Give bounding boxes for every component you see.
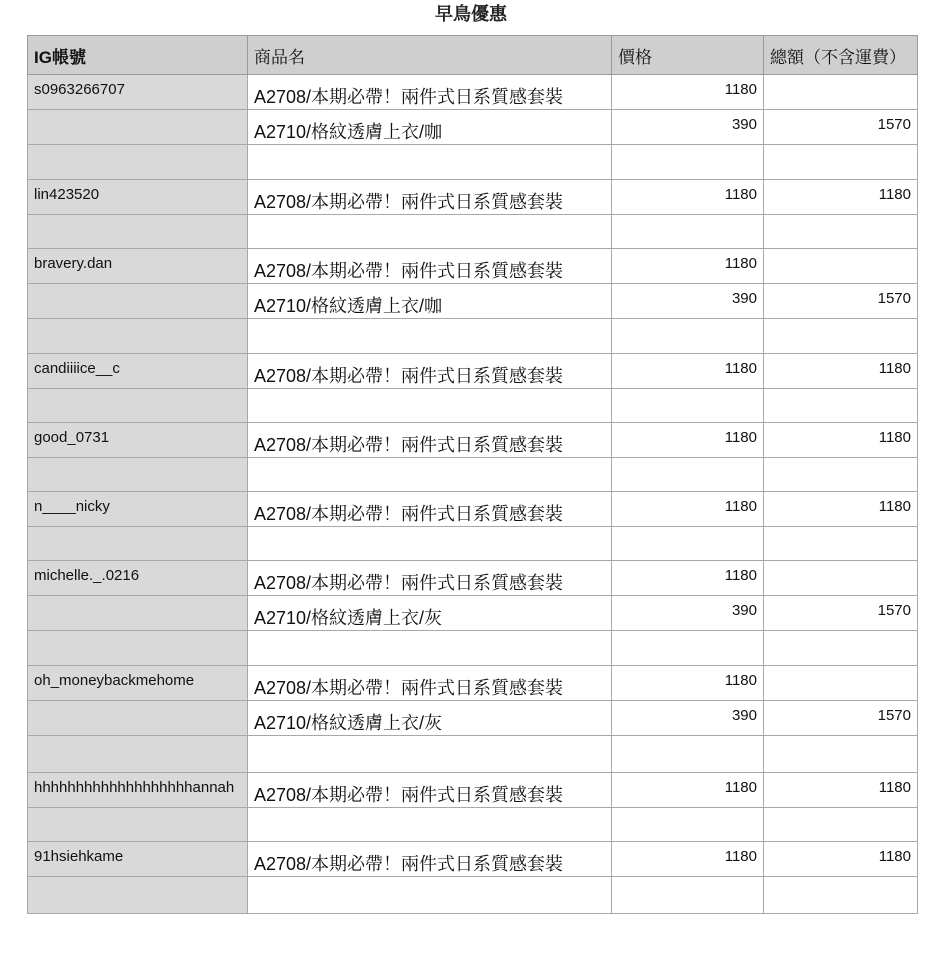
cell-price[interactable]: 1180 bbox=[612, 773, 764, 808]
table-row bbox=[28, 773, 918, 808]
cell-total[interactable]: 1180 bbox=[764, 492, 918, 527]
cell-ig-account[interactable] bbox=[28, 631, 248, 666]
cell-product-name[interactable] bbox=[248, 736, 612, 773]
cell-ig-account[interactable] bbox=[28, 701, 248, 736]
cell-price[interactable] bbox=[612, 458, 764, 492]
cell-total[interactable]: 1180 bbox=[764, 773, 918, 808]
cell-product-name[interactable] bbox=[248, 389, 612, 423]
cell-ig-account[interactable]: s0963266707 bbox=[28, 75, 248, 110]
cell-ig-account[interactable] bbox=[28, 596, 248, 631]
cell-price[interactable] bbox=[612, 736, 764, 773]
cell-price[interactable]: 1180 bbox=[612, 666, 764, 701]
cell-total[interactable] bbox=[764, 631, 918, 666]
cell-ig-account[interactable] bbox=[28, 389, 248, 423]
cell-price[interactable] bbox=[612, 319, 764, 354]
cell-price[interactable] bbox=[612, 145, 764, 180]
blank-row bbox=[28, 145, 918, 180]
cell-ig-account[interactable]: lin423520 bbox=[28, 180, 248, 215]
cell-product-name[interactable]: A2708/本期必帶！兩件式日系質感套裝 bbox=[248, 180, 612, 215]
table-row bbox=[28, 842, 918, 877]
cell-ig-account[interactable]: candiiiice__c bbox=[28, 354, 248, 389]
cell-total[interactable] bbox=[764, 666, 918, 701]
blank-row bbox=[28, 736, 918, 773]
cell-price[interactable] bbox=[612, 389, 764, 423]
table-row bbox=[28, 354, 918, 389]
table-row bbox=[28, 492, 918, 527]
cell-total[interactable] bbox=[764, 389, 918, 423]
cell-price[interactable]: 1180 bbox=[612, 842, 764, 877]
cell-price[interactable]: 1180 bbox=[612, 75, 764, 110]
cell-product-name[interactable] bbox=[248, 458, 612, 492]
cell-product-name[interactable]: A2708/本期必帶！兩件式日系質感套裝 bbox=[248, 75, 612, 110]
cell-total[interactable] bbox=[764, 145, 918, 180]
sheet-title: 早鳥優惠 bbox=[435, 4, 507, 24]
cell-total[interactable]: 1180 bbox=[764, 354, 918, 389]
cell-ig-account[interactable]: good_0731 bbox=[28, 423, 248, 458]
blank-row bbox=[28, 631, 918, 666]
orders-table bbox=[27, 35, 918, 914]
cell-product-name[interactable]: A2710/格紋透膚上衣/咖 bbox=[248, 284, 612, 319]
header-total[interactable]: 總額（不含運費） bbox=[764, 36, 918, 75]
cell-total[interactable] bbox=[764, 736, 918, 773]
cell-price[interactable]: 390 bbox=[612, 596, 764, 631]
cell-total[interactable] bbox=[764, 561, 918, 596]
cell-total[interactable]: 1180 bbox=[764, 180, 918, 215]
cell-price[interactable]: 1180 bbox=[612, 180, 764, 215]
table-row bbox=[28, 701, 918, 736]
table-row bbox=[28, 666, 918, 701]
cell-ig-account[interactable] bbox=[28, 319, 248, 354]
cell-product-name[interactable]: A2710/格紋透膚上衣/灰 bbox=[248, 701, 612, 736]
cell-product-name[interactable]: A2708/本期必帶！兩件式日系質感套裝 bbox=[248, 492, 612, 527]
cell-total[interactable]: 1180 bbox=[764, 842, 918, 877]
table-row bbox=[28, 75, 918, 110]
cell-ig-account[interactable]: hhhhhhhhhhhhhhhhhhhannah bbox=[28, 773, 248, 808]
cell-ig-account[interactable]: n____nicky bbox=[28, 492, 248, 527]
blank-row bbox=[28, 527, 918, 561]
table-row bbox=[28, 249, 918, 284]
cell-total[interactable] bbox=[764, 215, 918, 249]
cell-ig-account[interactable] bbox=[28, 877, 248, 914]
header-row bbox=[28, 36, 918, 75]
cell-price[interactable]: 1180 bbox=[612, 423, 764, 458]
cell-price[interactable] bbox=[612, 215, 764, 249]
blank-row bbox=[28, 877, 918, 914]
cell-price[interactable] bbox=[612, 527, 764, 561]
header-price[interactable]: 價格 bbox=[612, 36, 764, 75]
blank-row bbox=[28, 458, 918, 492]
cell-total[interactable]: 1570 bbox=[764, 110, 918, 145]
cell-product-name[interactable]: A2708/本期必帶！兩件式日系質感套裝 bbox=[248, 773, 612, 808]
cell-product-name[interactable]: A2708/本期必帶！兩件式日系質感套裝 bbox=[248, 423, 612, 458]
cell-price[interactable]: 1180 bbox=[612, 561, 764, 596]
cell-price[interactable]: 390 bbox=[612, 701, 764, 736]
cell-total[interactable] bbox=[764, 319, 918, 354]
cell-price[interactable]: 1180 bbox=[612, 354, 764, 389]
cell-product-name[interactable]: A2708/本期必帶！兩件式日系質感套裝 bbox=[248, 354, 612, 389]
cell-price[interactable] bbox=[612, 877, 764, 914]
cell-ig-account[interactable] bbox=[28, 527, 248, 561]
cell-ig-account[interactable]: oh_moneybackmehome bbox=[28, 666, 248, 701]
cell-product-name[interactable]: A2708/本期必帶！兩件式日系質感套裝 bbox=[248, 561, 612, 596]
table-row bbox=[28, 423, 918, 458]
cell-ig-account[interactable] bbox=[28, 145, 248, 180]
cell-total[interactable] bbox=[764, 458, 918, 492]
header-product-name[interactable]: 商品名 bbox=[248, 36, 612, 75]
cell-total[interactable] bbox=[764, 808, 918, 842]
cell-price[interactable] bbox=[612, 808, 764, 842]
blank-row bbox=[28, 215, 918, 249]
cell-ig-account[interactable]: 91hsiehkame bbox=[28, 842, 248, 877]
cell-product-name[interactable]: A2708/本期必帶！兩件式日系質感套裝 bbox=[248, 842, 612, 877]
cell-product-name[interactable] bbox=[248, 631, 612, 666]
table-row bbox=[28, 561, 918, 596]
cell-product-name[interactable] bbox=[248, 215, 612, 249]
cell-product-name[interactable]: A2710/格紋透膚上衣/灰 bbox=[248, 596, 612, 631]
cell-product-name[interactable]: A2708/本期必帶！兩件式日系質感套裝 bbox=[248, 249, 612, 284]
table-row bbox=[28, 596, 918, 631]
cell-total[interactable]: 1180 bbox=[764, 423, 918, 458]
blank-row bbox=[28, 808, 918, 842]
cell-ig-account[interactable] bbox=[28, 736, 248, 773]
cell-total[interactable]: 1570 bbox=[764, 701, 918, 736]
cell-product-name[interactable] bbox=[248, 527, 612, 561]
cell-price[interactable] bbox=[612, 631, 764, 666]
cell-total[interactable] bbox=[764, 249, 918, 284]
blank-row bbox=[28, 389, 918, 423]
cell-product-name[interactable] bbox=[248, 145, 612, 180]
cell-product-name[interactable] bbox=[248, 319, 612, 354]
cell-price[interactable]: 390 bbox=[612, 284, 764, 319]
cell-product-name[interactable]: A2710/格紋透膚上衣/咖 bbox=[248, 110, 612, 145]
cell-ig-account[interactable] bbox=[28, 284, 248, 319]
cell-ig-account[interactable]: bravery.dan bbox=[28, 249, 248, 284]
cell-total[interactable] bbox=[764, 527, 918, 561]
cell-total[interactable]: 1570 bbox=[764, 596, 918, 631]
table-row bbox=[28, 110, 918, 145]
cell-ig-account[interactable] bbox=[28, 808, 248, 842]
cell-price[interactable]: 1180 bbox=[612, 492, 764, 527]
cell-product-name[interactable] bbox=[248, 877, 612, 914]
cell-ig-account[interactable] bbox=[28, 458, 248, 492]
header-ig-account[interactable]: IG帳號 bbox=[28, 36, 248, 75]
cell-product-name[interactable] bbox=[248, 808, 612, 842]
cell-ig-account[interactable]: michelle._.0216 bbox=[28, 561, 248, 596]
table-row bbox=[28, 180, 918, 215]
cell-total[interactable]: 1570 bbox=[764, 284, 918, 319]
cell-price[interactable]: 1180 bbox=[612, 249, 764, 284]
cell-price[interactable]: 390 bbox=[612, 110, 764, 145]
cell-ig-account[interactable] bbox=[28, 110, 248, 145]
cell-total[interactable] bbox=[764, 75, 918, 110]
table-row bbox=[28, 284, 918, 319]
cell-ig-account[interactable] bbox=[28, 215, 248, 249]
cell-product-name[interactable]: A2708/本期必帶！兩件式日系質感套裝 bbox=[248, 666, 612, 701]
blank-row bbox=[28, 319, 918, 354]
cell-total[interactable] bbox=[764, 877, 918, 914]
